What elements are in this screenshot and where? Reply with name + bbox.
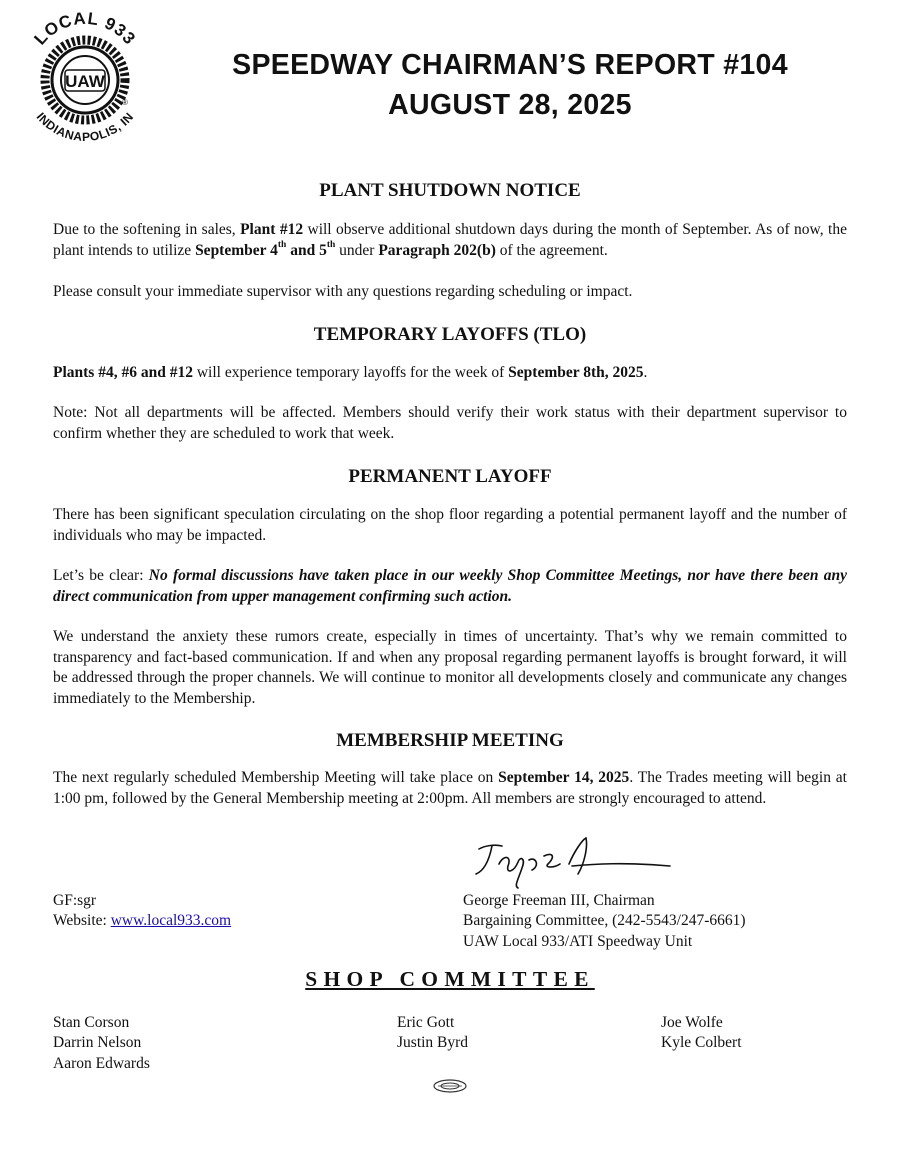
committee-member: Aaron Edwards [53, 1055, 150, 1072]
signer-name: George Freeman III, Chairman [463, 892, 655, 909]
svg-text:INDIANAPOLIS, IN [34, 110, 137, 144]
committee-member: Darrin Nelson [53, 1034, 142, 1051]
uaw-local-933-logo [18, 10, 152, 144]
report-title: SPEEDWAY CHAIRMAN’S REPORT #104 [232, 49, 788, 81]
committee-member: Kyle Colbert [661, 1034, 742, 1051]
report-date: AUGUST 28, 2025 [388, 89, 632, 121]
tlo-paragraph-2: Note: Not all departments will be affected. Members should verify their work status with their department supervisor to confirm whether they are scheduled to work that week. [53, 404, 847, 442]
section-heading-shutdown: PLANT SHUTDOWN NOTICE [319, 180, 581, 201]
logo-registered-mark: ® [122, 98, 128, 107]
meeting-paragraph: The next regularly scheduled Membership Meeting will take place on September 14, 2025. The Trades meeting will begin at 1:00 pm, followed by the General Membership meeting at 2:00pm. All members are strongly encouraged to attend. [53, 769, 847, 807]
signer-committee: Bargaining Committee, (242-5543/247-6661) [463, 912, 746, 929]
permanent-paragraph-2: Let’s be clear: No formal discussions have taken place in our weekly Shop Committee Meetings, nor have there been any direct communication from upper management confirming such action. [53, 567, 847, 605]
section-heading-tlo: TEMPORARY LAYOFFS (TLO) [313, 324, 587, 345]
shop-committee-heading: SHOP COMMITTEE [305, 967, 595, 991]
logo-uaw-text: UAW [65, 72, 105, 91]
section-heading-meeting: MEMBERSHIP MEETING [336, 730, 564, 751]
chairman-signature [474, 834, 674, 889]
permanent-paragraph-3: We understand the anxiety these rumors create, especially in times of uncertainty. That’s why we remain committed to transparency and fact-based communication. If and when any proposal regarding permanent layoffs is brought forward, it will be addressed through the proper channels. We will continue to monitor all developments closely and communicate any changes immediately to the Membership. [53, 628, 847, 707]
committee-member: Stan Corson [53, 1014, 130, 1031]
author-initials: GF:sgr [53, 892, 97, 909]
shutdown-paragraph-2: Please consult your immediate supervisor with any questions regarding scheduling or impact. [53, 283, 633, 300]
logo-local-text: LOCAL 933 [30, 10, 140, 49]
signer-unit: UAW Local 933/ATI Speedway Unit [463, 933, 693, 950]
shutdown-paragraph-1: Due to the softening in sales, Plant #12 will observe additional shutdown days during the month of September. As of now, the plant intends to utilize September 4th and 5th under Paragraph 202(b) of the agreement. [53, 221, 847, 259]
committee-member: Joe Wolfe [661, 1014, 723, 1031]
tlo-paragraph-1: Plants #4, #6 and #12 will experience temporary layoffs for the week of September 8th, 2025. [53, 364, 648, 381]
section-heading-permanent: PERMANENT LAYOFF [348, 466, 552, 487]
committee-member: Justin Byrd [397, 1034, 469, 1051]
committee-member: Eric Gott [397, 1014, 455, 1031]
logo-city-text: INDIANAPOLIS, IN [33, 109, 137, 144]
union-label-icon [432, 1078, 468, 1094]
permanent-paragraph-1: There has been significant speculation circulating on the shop floor regarding a potential permanent layoff and the number of individuals who may be impacted. [53, 506, 847, 544]
website-line: Website: www.local933.com [53, 912, 232, 929]
website-link[interactable]: www.local933.com [110, 912, 232, 929]
